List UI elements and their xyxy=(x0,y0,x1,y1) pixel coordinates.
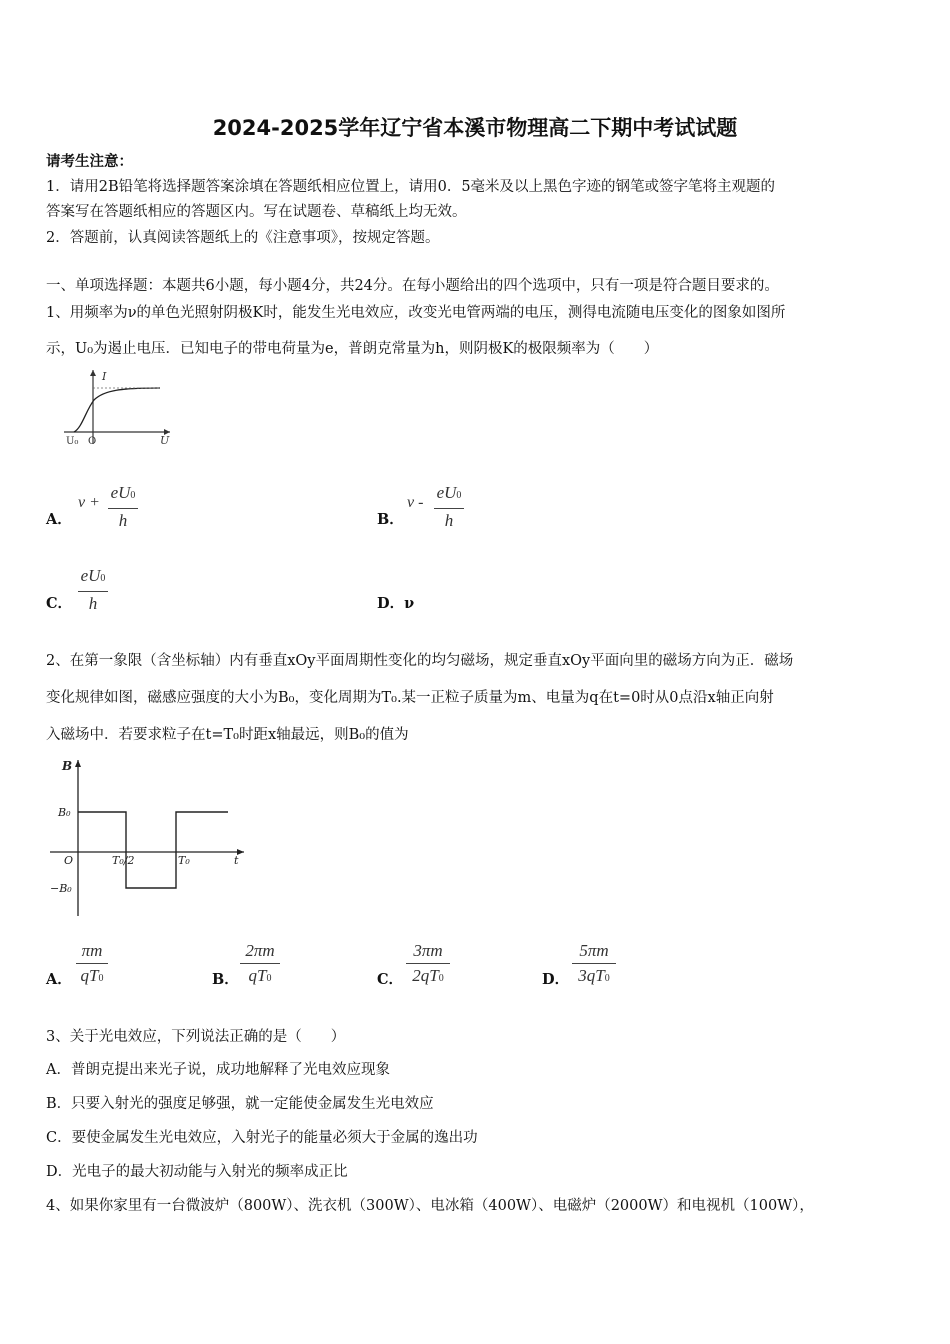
q2-option-d-label[interactable]: D． xyxy=(542,971,570,988)
q1-x-label: U xyxy=(160,434,170,447)
notice-heading: 请考生注意： xyxy=(46,153,133,170)
q3-option-d[interactable]: D．光电子的最大初动能与入射光的频率成正比 xyxy=(46,1164,348,1180)
q3-option-b[interactable]: B．只要入射光的强度足够强，就一定能使金属发生光电效应 xyxy=(46,1096,434,1112)
q1-stem-line1: 1、用频率为ν的单色光照射阴极K时，能发生光电效应，改变光电管两端的电压，测得电流随电压变化的图象如图所 xyxy=(46,305,786,321)
q3-option-a[interactable]: A．普朗克提出来光子说，成功地解释了光电效应现象 xyxy=(46,1062,390,1078)
q2-field-waveform xyxy=(78,812,228,888)
q1-option-a-label[interactable]: A． xyxy=(46,511,72,528)
q1-option-b-fraction: eU0 h xyxy=(434,482,464,532)
page-title: 2024-2025学年辽宁省本溪市物理高二下期中考试试题 xyxy=(212,116,738,140)
q1-origin-label: O xyxy=(88,436,97,447)
q1-option-b-prefix: ν - xyxy=(407,494,424,511)
q2-option-c-fraction: 3πm 2qT0 xyxy=(406,940,450,990)
q1-u0-label: U₀ xyxy=(66,436,79,447)
q2-option-a-fraction: πm qT0 xyxy=(76,940,108,990)
q3-option-c[interactable]: C．要使金属发生光电效应，入射光子的能量必须大于金属的逸出功 xyxy=(46,1130,478,1146)
q2-option-b-label[interactable]: B． xyxy=(212,971,239,988)
q2-x-label: t xyxy=(234,854,239,867)
q1-curve xyxy=(74,388,160,432)
q1-option-b-label[interactable]: B． xyxy=(377,511,404,528)
q2-b0-label: B₀ xyxy=(58,806,71,819)
q1-option-c-fraction: eU0 h xyxy=(78,565,108,615)
q2-option-c-label[interactable]: C． xyxy=(377,971,404,988)
q2-stem-line3: 入磁场中．若要求粒子在t=T₀时距x轴最远，则B₀的值为 xyxy=(46,727,409,743)
notice-item-2: 2．答题前，认真阅读答题纸上的《注意事项》，按规定答题。 xyxy=(46,230,440,246)
q2-magnetic-field-graph xyxy=(46,756,250,922)
notice-item-1-cont: 答案写在答题纸相应的答题区内。写在试题卷、草稿纸上均无效。 xyxy=(46,204,467,220)
notice-item-1: 1．请用2B铅笔将选择题答案涂填在答题纸相应位置上，请用0．5毫米及以上黑色字迹的钢笔或签字笔将主观题的 xyxy=(46,179,776,195)
q2-period-label: T₀ xyxy=(178,854,190,867)
q1-option-d[interactable]: D．ν xyxy=(377,595,415,612)
q2-stem-line2: 变化规律如图，磁感应强度的大小为B₀，变化周期为T₀.某一正粒子质量为m、电量为q在t=0时从0点沿x轴正向射 xyxy=(46,690,774,706)
section-heading: 一、单项选择题：本题共6小题，每小题4分，共24分。在每小题给出的四个选项中，只有一项是符合题目要求的。 xyxy=(46,278,779,294)
q2-y-label: B xyxy=(62,759,73,773)
q1-option-a-prefix: ν + xyxy=(78,494,100,511)
q1-y-label: I xyxy=(102,370,107,383)
q2-origin-label: O xyxy=(64,854,74,867)
q2-half-period-label: T₀/2 xyxy=(112,854,135,867)
q2-option-b-fraction: 2πm qT0 xyxy=(240,940,280,990)
q1-stem-line2: 示，U₀为遏止电压．已知电子的带电荷量为e，普朗克常量为h，则阴极K的极限频率为（ ） xyxy=(46,341,659,357)
q2-option-d-fraction: 5πm 3qT0 xyxy=(572,940,616,990)
q2-stem-line1: 2、在第一象限（含坐标轴）内有垂直xOy平面周期性变化的均匀磁场，规定垂直xOy平面向里的磁场方向为正．磁场 xyxy=(46,653,794,669)
q2-neg-b0-label: −B₀ xyxy=(50,882,72,895)
q1-current-voltage-graph xyxy=(62,366,174,448)
q1-option-a-fraction: eU0 h xyxy=(108,482,138,532)
q4-stem: 4、如果你家里有一台微波炉（800W）、洗衣机（300W）、电冰箱（400W）、电磁炉（2000W）和电视机（100W）， xyxy=(46,1198,814,1214)
q2-option-a-label[interactable]: A． xyxy=(46,971,72,988)
q1-option-c-label[interactable]: C． xyxy=(46,595,73,612)
q3-stem: 3、关于光电效应，下列说法正确的是（ ） xyxy=(46,1029,346,1045)
